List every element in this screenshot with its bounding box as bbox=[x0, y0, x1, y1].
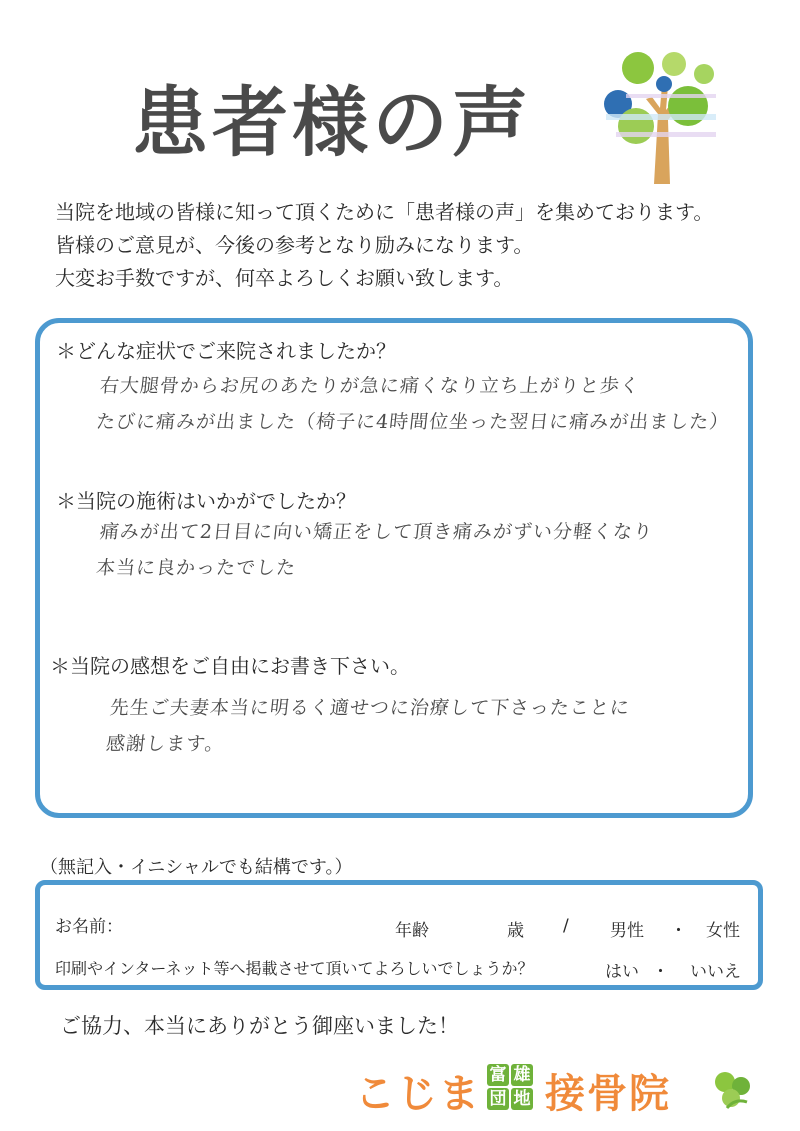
separator-dot: ・ bbox=[652, 962, 669, 982]
tree-icon bbox=[596, 44, 726, 184]
question-treatment: ＊当院の施術はいかがでしたか？ bbox=[56, 489, 356, 513]
age-label: 年齢 bbox=[395, 921, 429, 941]
name-label: お名前： bbox=[55, 917, 123, 937]
answer-line: 感謝します。 bbox=[104, 733, 226, 755]
answer-line: たびに痛みが出ました（椅子に4時間位坐った翌日に痛みが出ました） bbox=[94, 411, 731, 433]
intro-line: 皆様のご意見が、今後の参考となり励みになります。 bbox=[55, 233, 534, 257]
intro-line: 当院を地域の皆様に知って頂くために「患者様の声」を集めております。 bbox=[55, 200, 714, 224]
publish-question: 印刷やインターネット等へ掲載させて頂いてよろしいでしょうか？ bbox=[55, 959, 534, 978]
answer-line: 先生ご夫妻本当に明るく適せつに治療して下さったことに bbox=[108, 697, 632, 719]
logo-char: 地 bbox=[511, 1088, 533, 1110]
logo-char: 富 bbox=[487, 1064, 509, 1086]
answer-line: 本当に良かったでした bbox=[94, 557, 298, 579]
intro-line: 大変お手数ですが、何卒よろしくお願い致します。 bbox=[55, 266, 514, 290]
option-female[interactable]: 女性 bbox=[706, 921, 740, 941]
question-impressions: ＊当院の感想をご自由にお書き下さい。 bbox=[50, 654, 410, 678]
logo-char: 団 bbox=[487, 1088, 509, 1110]
option-no[interactable]: いいえ bbox=[690, 962, 741, 982]
question-symptoms: ＊どんな症状でご来院されましたか？ bbox=[56, 339, 396, 363]
thanks-message: ご協力、本当にありがとう御座いました！ bbox=[60, 1014, 459, 1038]
answer-symptoms bbox=[94, 368, 735, 440]
logo-text-clinic: 接骨院 bbox=[545, 1071, 671, 1117]
answer-treatment bbox=[94, 514, 655, 586]
slash: / bbox=[563, 916, 569, 936]
logo-text-kojima: こじま bbox=[355, 1071, 481, 1117]
separator-dot: ・ bbox=[670, 921, 687, 941]
answer-line: 右大腿骨からお尻のあたりが急に痛くなり立ち上がりと歩く bbox=[98, 375, 642, 397]
leaf-icon bbox=[707, 1068, 757, 1112]
answer-line: 痛みが出て2日目に向い矯正をして頂き痛みがずい分軽くなり bbox=[98, 521, 655, 543]
anonymous-note: （無記入・イニシャルでも結構です。） bbox=[40, 857, 353, 878]
logo-char: 雄 bbox=[511, 1064, 533, 1086]
option-male[interactable]: 男性 bbox=[610, 921, 644, 941]
page-title: 患者様の声 bbox=[132, 78, 532, 167]
option-yes[interactable]: はい bbox=[605, 962, 639, 982]
answer-impressions bbox=[104, 690, 632, 762]
intro-text bbox=[55, 196, 713, 295]
clinic-logo bbox=[355, 1058, 775, 1118]
age-unit: 歳 bbox=[507, 921, 524, 941]
